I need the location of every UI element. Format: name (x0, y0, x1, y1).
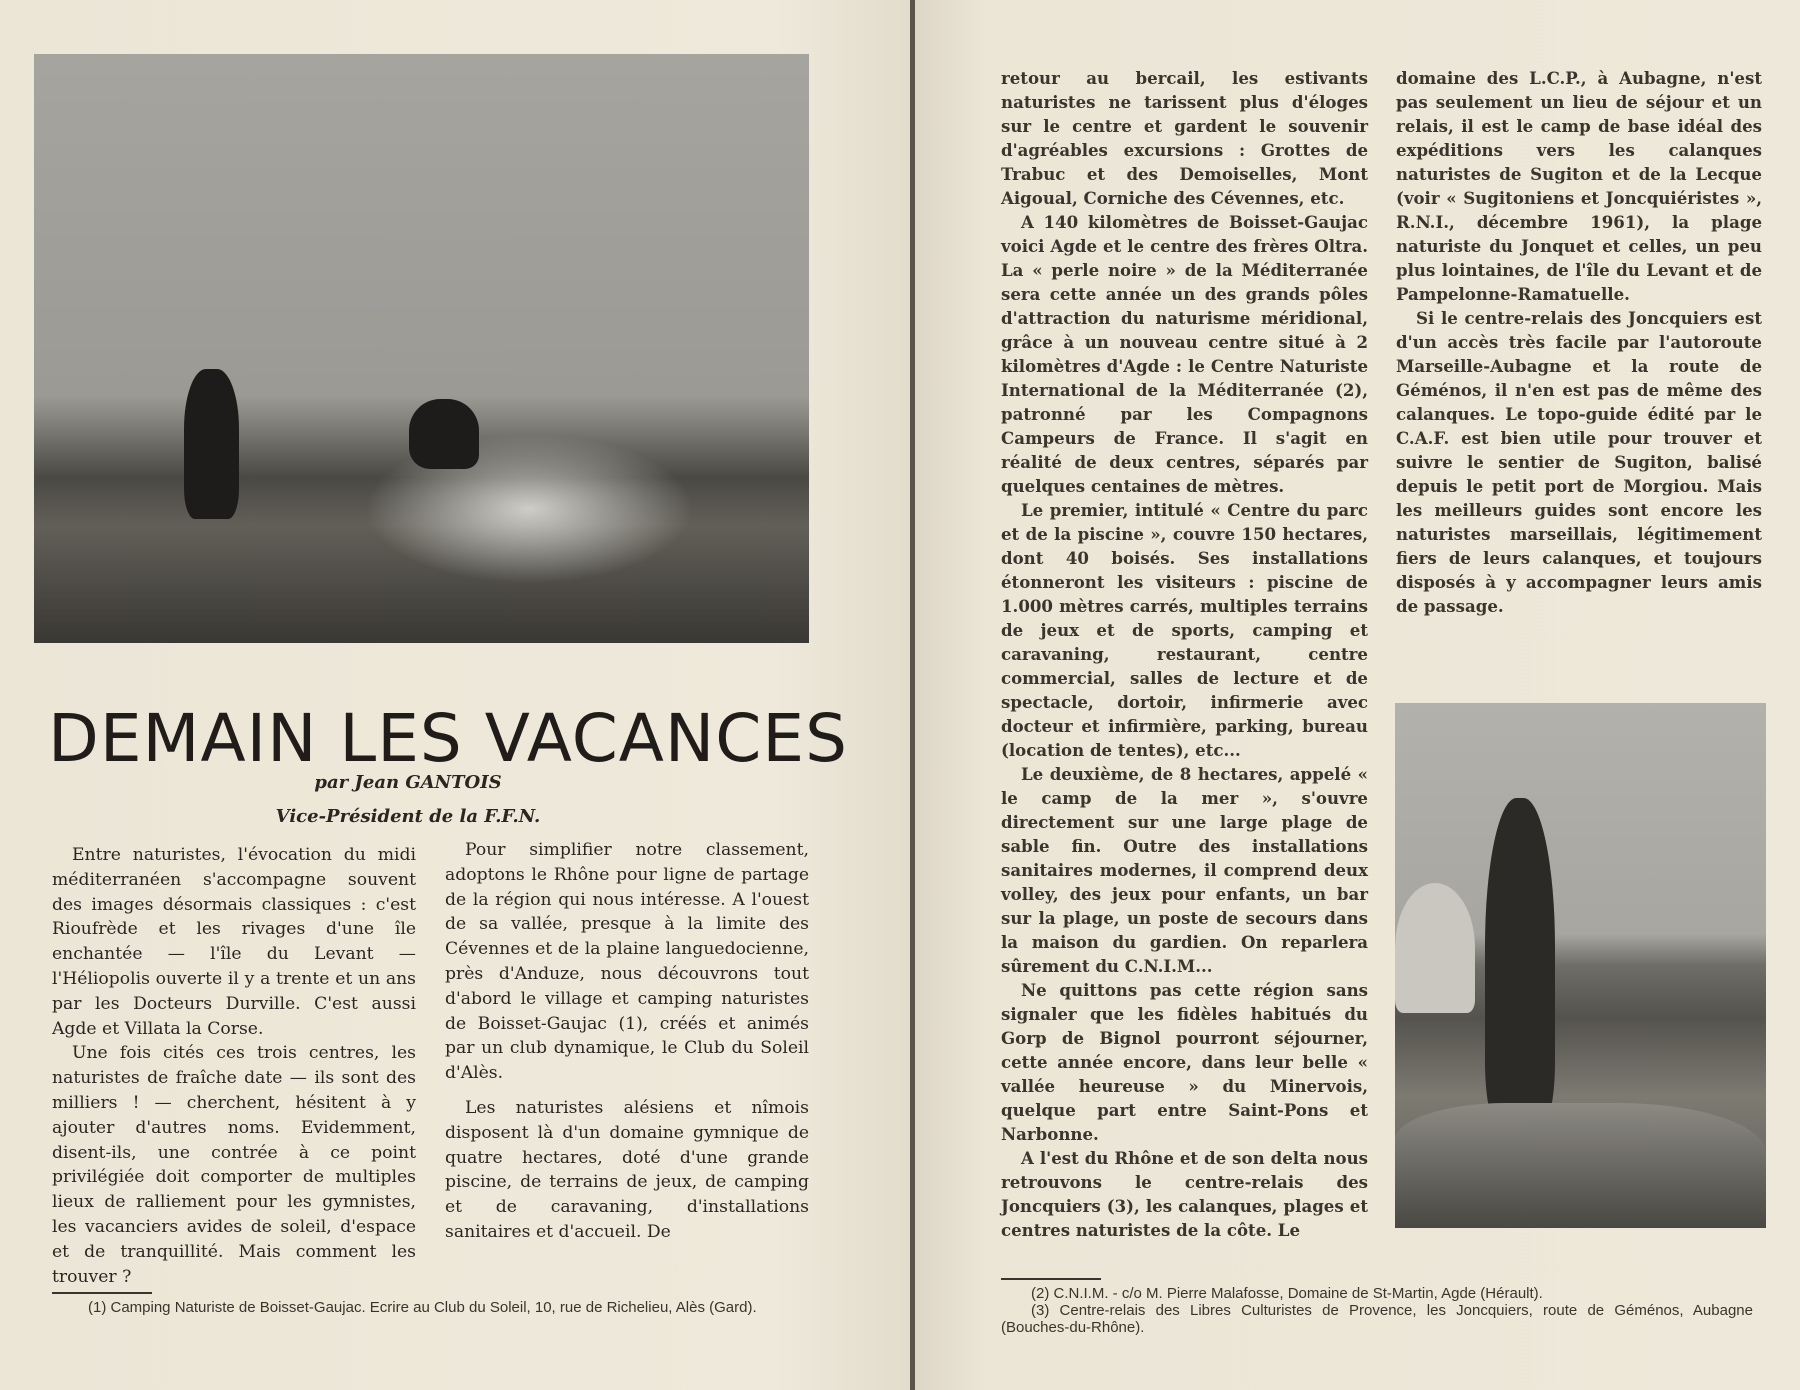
paragraph: A l'est du Rhône et de son delta nous retrouvons le centre-relais des Joncquiers (3), les calanques, plages et centres naturistes de la côte. Le (1001, 1148, 1368, 1240)
footnote: (3) Centre-relais des Libres Culturistes de Provence, les Joncquiers, route de Géménos, Aubagne (Bouches-du-Rhône). (1001, 1302, 1753, 1336)
figure-standing (184, 369, 239, 519)
right-column-2 (1396, 66, 1762, 618)
figure-crouching (409, 399, 479, 469)
paragraph: Une fois cités ces trois centres, les naturistes de fraîche date — ils sont des milliers ! — cherchent, hésitent à y ajouter d'autres noms. Evidemment, disent-ils, une contrée à ce point privilégiée doit comporter de multiples lieux de ralliement pour les gymnistes, les vacanciers avides de soleil, d'espace et de tranquillité. Mais comment les trouver ? (52, 1043, 416, 1287)
paragraph: domaine des L.C.P., à Aubagne, n'est pas seulement un lieu de séjour et un relais, il est le camp de base idéal des expéditions vers les calanques naturistes de Sugiton et de la Lecque (voir « Sugitoniens et Joncquiéristes », R.N.I., décembre 1961), la plage naturiste du Jonquet et celles, un peu plus lointaines, de l'île du Levant et de Pampelonne-Ramatuelle. (1396, 68, 1762, 304)
paragraph: Les naturistes alésiens et nîmois disposent là d'un domaine gymnique de quatre hectares, doté d'une grande piscine, de terrains de jeux, de camping et de caravaning, d'installations sanitaires et d'accueil. De (445, 1097, 809, 1242)
paragraph: Si le centre-relais des Joncquiers est d'un accès très facile par l'autoroute Marseille-Aubagne et la route de Géménos, il n'en est pas de même des calanques. Le topo-guide édité par le C.A.F. est bien utile pour trouver et suivre le sentier de Sugiton, balisé depuis le petit port de Morgiou. Mais les meilleurs guides sont encore les naturistes marseillais, légitimement fiers de leurs calanques, et toujours disposés à y accompagner leurs amis de passage. (1396, 308, 1762, 616)
paragraph: Le deuxième, de 8 hectares, appelé « le camp de la mer », s'ouvre directement sur une large plage de sable fin. Outre des installations sanitaires modernes, il comprend deux volley, des jeux pour enfants, un bar sur la plage, un poste de secours dans la maison du gardien. On reparlera sûrement du C.N.I.M... (1001, 764, 1368, 976)
paragraph: Ne quittons pas cette région sans signaler que les fidèles habitués du Gorp de Bignol pourront séjourner, cette année encore, dans leur belle « vallée heureuse » du Minervois, quelque part entre Saint-Pons et Narbonne. (1001, 980, 1368, 1144)
footnote: (1) Camping Naturiste de Boisset-Gaujac. Ecrire au Club du Soleil, 10, rue de Richelieu, Alès (Gard). (88, 1299, 757, 1316)
footnote-rule (52, 1292, 152, 1294)
right-column-1 (1001, 66, 1368, 1242)
beach-photo (34, 54, 809, 643)
byline: par Jean GANTOIS (314, 772, 502, 793)
paragraph: Le premier, intitulé « Centre du parc et de la piscine », couvre 150 hectares, dont 40 boisés. Ses installations étonneront les visiteurs : piscine de 1.000 mètres carrés, multiples terrains de jeux et de sports, camping et caravaning, restaurant, centre commercial, salles de lecture et de spectacle, dortoir, infirmerie avec docteur et infirmière, parking, bureau (location de tentes), etc... (1001, 500, 1368, 760)
figure-standing (1485, 798, 1555, 1128)
footnote: (2) C.N.I.M. - c/o M. Pierre Malafosse, Domaine de St-Martin, Agde (Hérault). (1031, 1285, 1543, 1302)
paragraph: Pour simplifier notre classement, adoptons le Rhône pour ligne de partage de la région qui nous intéresse. A l'ouest de sa vallée, presque à la limite des Cévennes et de la plaine languedocienne, près d'Anduze, nous découvrons tout d'abord le village et camping naturistes de Boisset-Gaujac (1), créés et animés par un club dynamique, le Club du Soleil d'Alès. (445, 840, 809, 1084)
paragraph: A 140 kilomètres de Boisset-Gaujac voici Agde et le centre des frères Oltra. La « perle noire » de la Méditerranée sera cette année un des grands pôles d'attraction du naturisme méridional, grâce à un nouveau centre situé à 2 kilomètres d'Agde : le Centre Naturiste International de la Méditerranée (2), patronné par les Compagnons Campeurs de France. Il s'agit en réalité de deux centres, séparés par quelques centaines de mètres. (1001, 212, 1368, 496)
book-gutter (910, 0, 915, 1390)
footnotes-right (1001, 1285, 1753, 1336)
paragraph: Entre naturistes, l'évocation du midi méditerranéen s'accompagne souvent des images désormais classiques : c'est Rioufrède et les rivages d'une île enchantée — l'île du Levant — l'Héliopolis ouverte il y a trente et un ans par les Docteurs Durville. C'est aussi Agde et Villata la Corse. (52, 845, 416, 1039)
article-title: DEMAIN LES VACANCES (48, 700, 848, 777)
left-column-1 (52, 843, 416, 1289)
footnote-rule (1001, 1278, 1101, 1280)
left-column-2 (445, 838, 809, 1245)
footnote-left (58, 1299, 810, 1316)
author-role: Vice-Président de la F.F.N. (275, 806, 541, 827)
rocky-shore-photo (1395, 703, 1766, 1228)
rock (1395, 883, 1475, 1013)
paragraph: retour au bercail, les estivants naturistes ne tarissent plus d'éloges sur le centre et gardent le souvenir d'agréables excursions : Grottes de Trabuc et des Demoiselles, Mont Aigoual, Corniche des Cévennes, etc. (1001, 68, 1368, 208)
rocks-foreground (1395, 1103, 1766, 1228)
